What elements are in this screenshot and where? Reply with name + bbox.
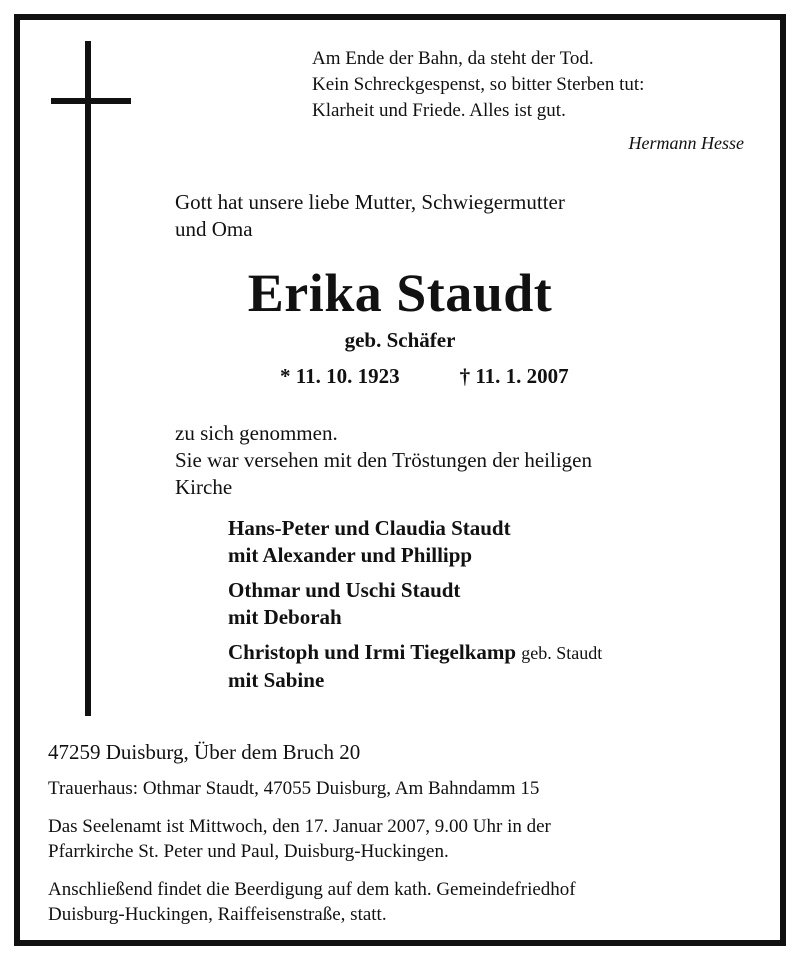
- mourner-family: [228, 515, 602, 569]
- trauerhaus: Trauerhaus: Othmar Staudt, 47055 Duisburg, Am Bahndamm 15: [48, 778, 540, 799]
- cross-icon-bar: [51, 98, 131, 104]
- poem-line: Klarheit und Friede. Alles ist gut.: [312, 100, 566, 121]
- body-text: [175, 420, 592, 501]
- poem-line: Am Ende der Bahn, da steht der Tod.: [312, 48, 594, 69]
- service-line: Pfarrkirche St. Peter und Paul, Duisburg-Huckingen.: [48, 841, 449, 862]
- birth-name: geb. Schäfer: [344, 328, 456, 352]
- life-dates: [280, 364, 569, 389]
- mourner-children: mit Deborah: [228, 605, 342, 629]
- body-line: Sie war versehen mit den Tröstungen der heiligen: [175, 448, 593, 472]
- deceased-name: Erika Staudt: [247, 263, 553, 323]
- mourner-names-row: [228, 639, 602, 667]
- body-line: zu sich genommen.: [175, 421, 338, 445]
- mourner-names: Christoph und Irmi Tiegelkamp: [228, 640, 517, 664]
- service-info: [48, 814, 551, 864]
- burial-line: Duisburg-Huckingen, Raiffeisenstraße, statt.: [48, 904, 387, 925]
- service-line: Das Seelenamt ist Mittwoch, den 17. Januar 2007, 9.00 Uhr in der: [48, 816, 551, 837]
- body-line: Kirche: [175, 475, 233, 499]
- mourners-list: [228, 515, 602, 702]
- mourner-family: [228, 577, 602, 631]
- mourner-family: [228, 639, 602, 694]
- intro-line: und Oma: [175, 217, 253, 241]
- birth-date: * 11. 10. 1923: [280, 364, 400, 388]
- burial-line: Anschließend findet die Beerdigung auf dem kath. Gemeindefriedhof: [48, 879, 576, 900]
- intro-text: [175, 189, 565, 243]
- mourner-children: mit Alexander und Phillipp: [228, 543, 473, 567]
- cross-icon: [85, 41, 91, 716]
- mourner-children: mit Sabine: [228, 668, 325, 692]
- family-address: 47259 Duisburg, Über dem Bruch 20: [48, 740, 361, 764]
- mourner-suffix: geb. Staudt: [521, 643, 603, 663]
- burial-info: [48, 877, 576, 927]
- death-date: † 11. 1. 2007: [459, 364, 569, 388]
- poem-line: Kein Schreckgespenst, so bitter Sterben tut:: [312, 74, 645, 95]
- mourner-names: Othmar und Uschi Staudt: [228, 578, 461, 602]
- mourner-names: Hans-Peter und Claudia Staudt: [228, 516, 511, 540]
- intro-line: Gott hat unsere liebe Mutter, Schwiegermutter: [175, 190, 565, 214]
- poem: [312, 46, 752, 124]
- poem-author: Hermann Hesse: [628, 133, 744, 153]
